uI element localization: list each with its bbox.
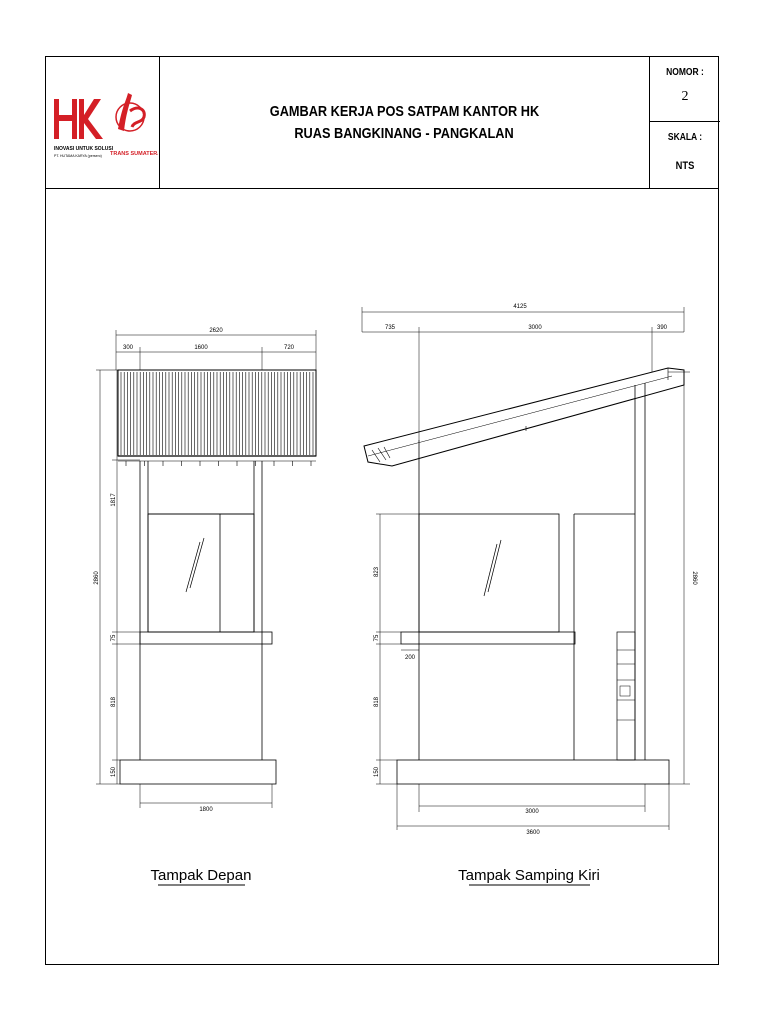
side-dim-lower: 818 [374, 696, 380, 708]
front-dim-lower: 818 [111, 696, 117, 708]
front-dim-bottom: 1800 [199, 807, 213, 813]
side-dim-counter-depth: 200 [404, 655, 416, 661]
title-line-2: RUAS BANGKINANG - PANGKALAN [294, 124, 515, 142]
side-dim-window: 823 [374, 566, 380, 578]
nomor-value: 2 [681, 89, 689, 104]
hk-company: PT. HUTAMA KARYA (persero) [54, 154, 102, 158]
side-dim-total-height: 2860 [691, 571, 697, 585]
front-dim-base: 150 [111, 766, 117, 778]
skala-value: NTS [675, 160, 695, 172]
front-dim-total-width: 2620 [209, 328, 223, 334]
front-dim-left: 300 [122, 345, 134, 351]
side-dim-mid: 3000 [528, 325, 542, 331]
front-dim-upper: 1817 [111, 493, 117, 507]
side-view [362, 304, 697, 885]
front-dim-total-height: 2860 [94, 571, 100, 585]
front-dim-counter: 75 [111, 634, 117, 642]
hk-tagline: INOVASI UNTUK SOLUSI [54, 146, 114, 152]
side-dim-left: 735 [384, 325, 396, 331]
side-dim-bottom-outer: 3600 [526, 830, 540, 836]
side-view-caption: Tampak Samping Kiri [458, 867, 600, 884]
side-dim-right: 390 [656, 325, 668, 331]
side-dim-bottom-inner: 3000 [525, 809, 539, 815]
nomor-label: NOMOR : [666, 67, 704, 78]
side-dim-base: 150 [374, 766, 380, 778]
front-view [94, 328, 316, 885]
side-dim-counter: 75 [374, 634, 380, 642]
skala-label: SKALA : [667, 132, 703, 143]
front-dim-right: 720 [283, 345, 295, 351]
side-dim-overall: 4125 [513, 304, 527, 310]
front-dim-mid: 1600 [194, 345, 208, 351]
title-line-1: GAMBAR KERJA POS SATPAM KANTOR HK [269, 102, 540, 120]
ts-logo-text: TRANS SUMATERA [110, 151, 158, 157]
front-view-caption: Tampak Depan [150, 867, 252, 884]
